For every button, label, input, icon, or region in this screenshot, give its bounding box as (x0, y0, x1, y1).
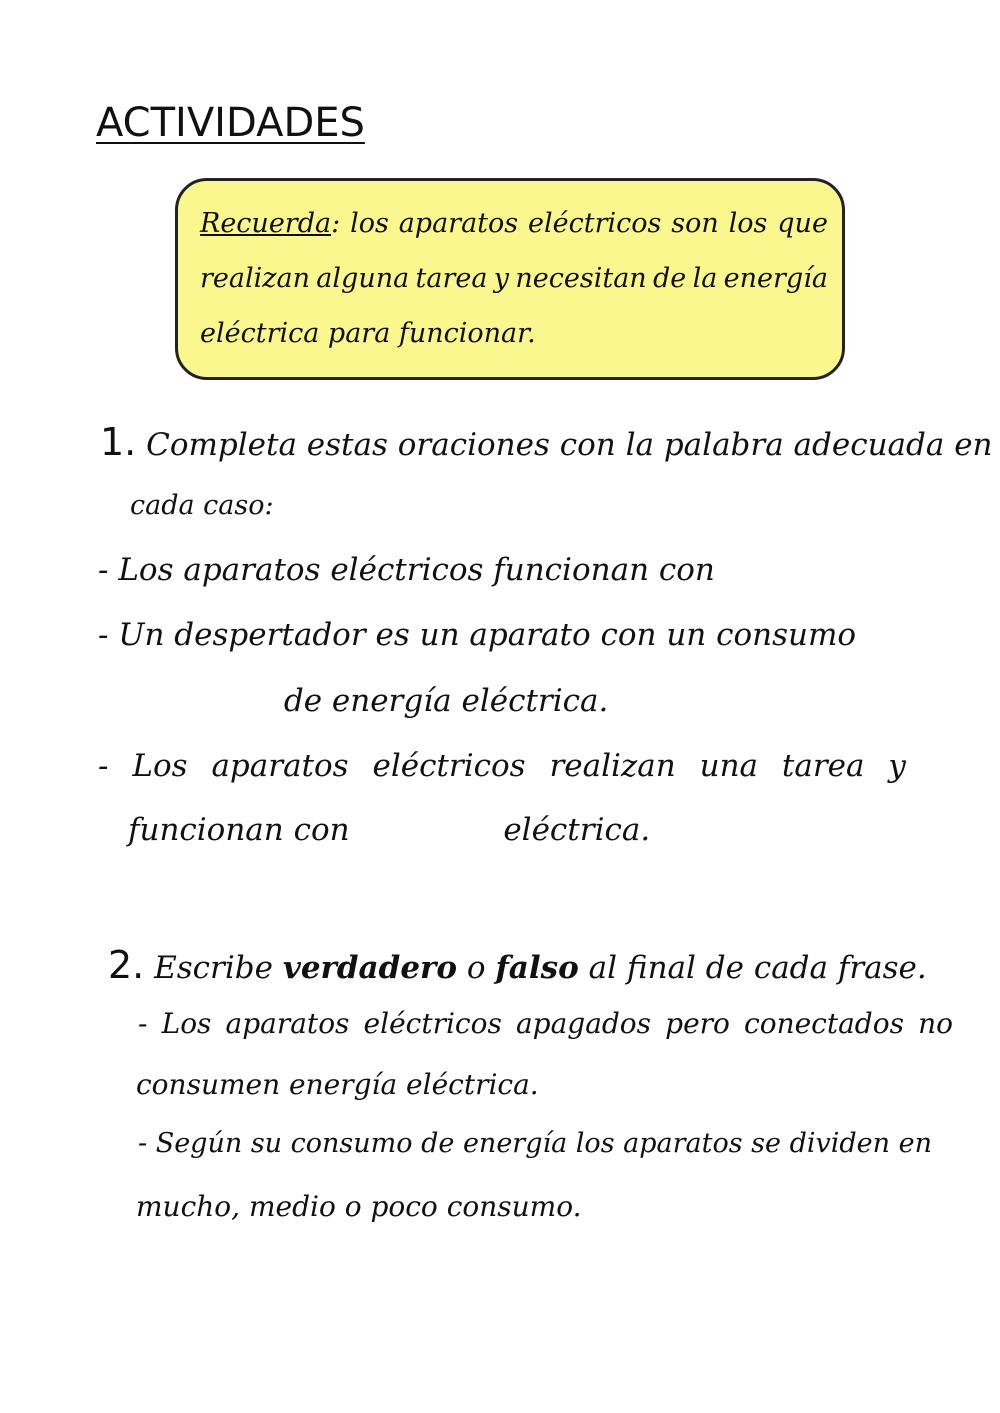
word: Los (161, 1007, 212, 1040)
word: que (777, 208, 828, 239)
word: pero (665, 1007, 730, 1040)
word: aparatos (225, 1007, 350, 1040)
q1-sentence-1 (98, 552, 969, 590)
q1-s3b-text: eléctrica. (503, 812, 651, 848)
q2-s2-cont-text: mucho, medio o poco consumo. (136, 1190, 582, 1223)
word: los (728, 208, 768, 239)
word: una (699, 748, 759, 784)
q2-prompt-falso: falso (495, 950, 579, 986)
q1-prompt-cont: cada caso: (130, 490, 274, 521)
word: y (493, 263, 510, 294)
word: necesitan (515, 263, 647, 294)
reminder-label: Recuerda (200, 208, 332, 239)
word: tarea (781, 748, 865, 784)
q2-s1-answer-input[interactable] (548, 1069, 802, 1105)
word: de (653, 263, 687, 294)
word: eléctricos (363, 1007, 502, 1040)
q2-s1-cont-text: consumen energía eléctrica. (136, 1068, 539, 1101)
q1-s2-cont-text: de energía eléctrica. (283, 683, 609, 719)
q1-sentence-3 (98, 748, 906, 784)
word: eléctricos (372, 748, 526, 784)
q1-number: 1. (100, 420, 137, 464)
q2-sentence-1-cont (136, 1068, 802, 1105)
word: aparatos (398, 208, 519, 239)
q2-prompt-text: Escribe (154, 950, 273, 986)
word: los (350, 208, 389, 239)
word: : (331, 208, 341, 239)
word: aparatos (211, 748, 349, 784)
reminder-line-3: eléctrica para funcionar. (200, 318, 536, 349)
word: - (138, 1007, 148, 1040)
q2-prompt (108, 943, 927, 987)
page-title: ACTIVIDADES (96, 100, 365, 146)
q1-prompt-text: Completa estas oraciones con la palabra adecuada en (146, 427, 993, 463)
q1-s2-answer-input[interactable] (100, 685, 274, 721)
q2-number: 2. (108, 943, 145, 987)
q1-s3-answer-input[interactable] (359, 814, 493, 850)
word: conectados (744, 1007, 904, 1040)
q1-sentence-2-cont (100, 683, 608, 721)
q1-sentence-3-cont (128, 812, 650, 850)
word: alguna (316, 263, 410, 294)
word: apagados (515, 1007, 652, 1040)
word: y (888, 748, 906, 784)
q2-s2-answer-input[interactable] (590, 1191, 844, 1227)
q2-sentence-1 (138, 1007, 953, 1040)
reminder-line-1 (200, 208, 828, 239)
q2-prompt-verdadero: verdadero (282, 950, 458, 986)
word: realizan (549, 748, 676, 784)
q2-prompt-text: o (466, 950, 486, 986)
reminder-line-2 (200, 263, 828, 294)
word: realizan (200, 263, 310, 294)
word: energía (723, 263, 828, 294)
word: Los (132, 748, 188, 784)
word: - (98, 748, 109, 784)
word: la (692, 263, 718, 294)
q1-s1-answer-input[interactable] (725, 554, 969, 590)
q2-sentence-2: - Según su consumo de energía los aparatos se dividen en (138, 1128, 932, 1159)
q1-s1-text: - Los aparatos eléctricos funcionan con (98, 552, 715, 588)
q1-sentence-2: - Un despertador es un aparato con un consumo (98, 617, 857, 653)
word: eléctricos (528, 208, 662, 239)
q1-prompt (100, 420, 993, 464)
q2-prompt-text: al final de cada frase. (588, 950, 927, 986)
word: tarea (415, 263, 488, 294)
word: son (671, 208, 719, 239)
q2-sentence-2-cont (136, 1190, 844, 1227)
word: no (918, 1007, 953, 1040)
q1-s3a-text: funcionan con (128, 812, 350, 848)
